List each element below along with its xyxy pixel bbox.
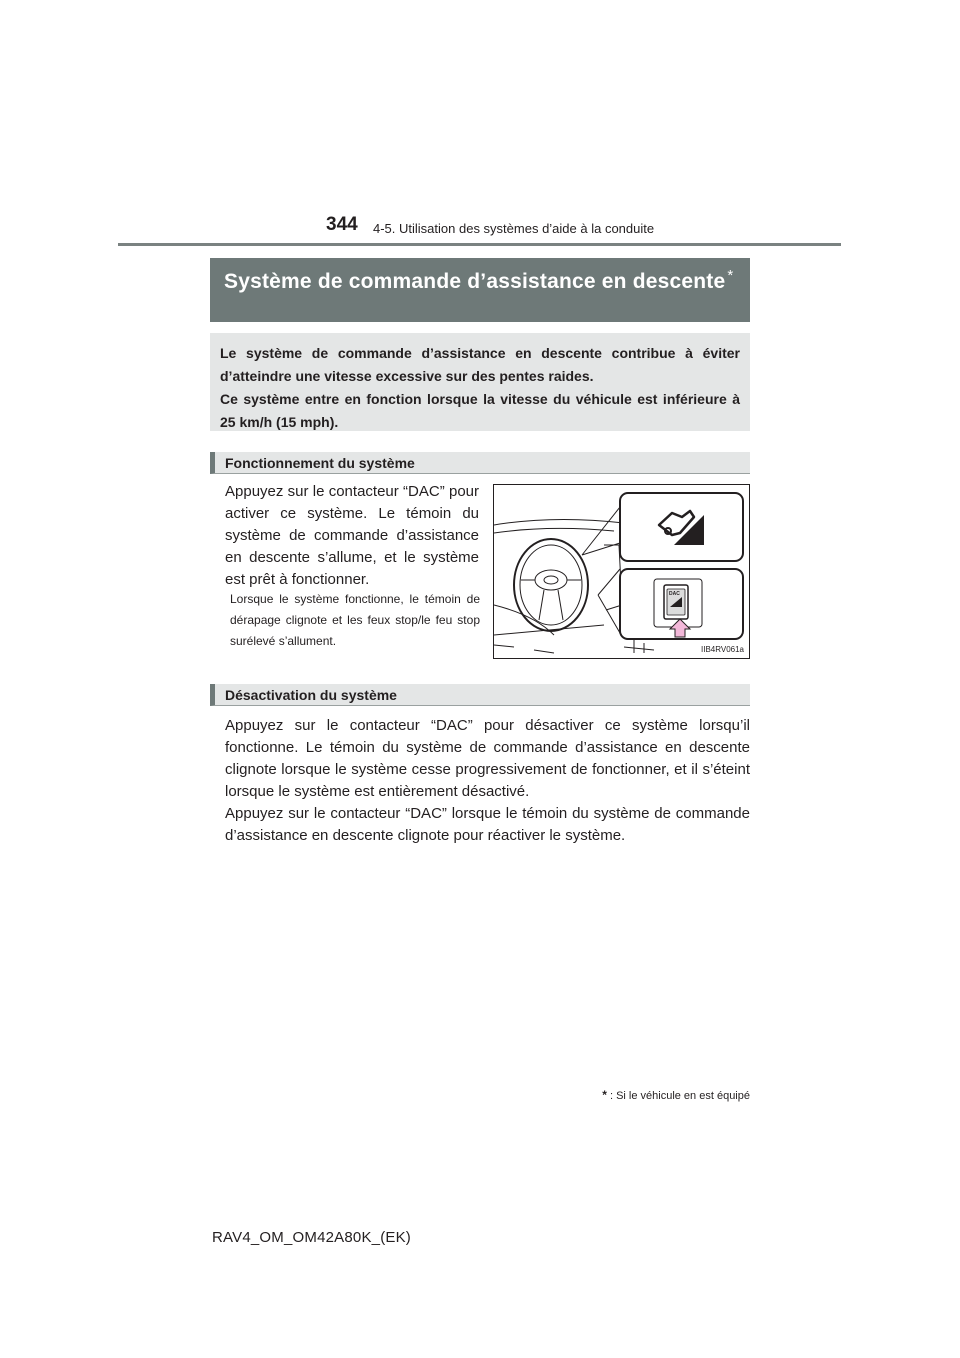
footnote-text: : Si le véhicule en est équipé (609, 1090, 750, 1102)
operation-heading: Fonctionnement du système (210, 452, 750, 474)
deactivation-text (225, 715, 750, 847)
equipment-marker: * (727, 267, 734, 284)
section-header: 4-5. Utilisation des systèmes d’aide à la conduite (373, 221, 655, 236)
deactivation-para-1: Appuyez sur le contacteur “DAC” pour désactiver ce système lorsqu’il fonctionne. Le témoin du système de commande d’assistance en descente clignote lorsque le système cesse progressivement de fonctionner, et il s’éteint lorsque le système est entièrement désactivé. (225, 717, 750, 800)
deactivation-para-2: Appuyez sur le contacteur “DAC” lorsque le témoin du système de commande d’assistance en descente clignote pour réactiver le système. (225, 805, 750, 844)
dac-figure (493, 484, 750, 659)
intro-line-2: Ce système entre en fonction lorsque la vitesse du véhicule est inférieure à 25 km/h (15 mph). (220, 391, 740, 430)
footnote-marker: * (602, 1088, 607, 1102)
page-title-bar (210, 258, 750, 322)
document-id: RAV4_OM_OM42A80K_(EK) (212, 1229, 412, 1246)
page-title: Système de commande d’assistance en descente (224, 270, 726, 293)
page-number: 344 (326, 214, 358, 235)
intro-line-1: Le système de commande d’assistance en descente contribue à éviter d’atteindre une vitesse excessive sur des pentes raides. (220, 345, 740, 384)
operation-note: Lorsque le système fonctionne, le témoin de dérapage clignote et les feux stop/le feu stop surélevé s’allument. (230, 592, 480, 648)
figure-code: IIB4RV061a (701, 645, 744, 654)
header-divider (118, 243, 841, 246)
dashboard-illustration (494, 485, 749, 658)
intro-box (210, 333, 750, 431)
deactivation-heading: Désactivation du système (210, 684, 750, 706)
dac-switch-label: DAC (669, 591, 680, 597)
footnote (600, 1088, 750, 1102)
operation-text: Appuyez sur le contacteur “DAC” pour activer ce système. Le témoin du système de commande d’assistance en descente s’allume, et le système est prêt à fonctionner. (225, 483, 479, 588)
